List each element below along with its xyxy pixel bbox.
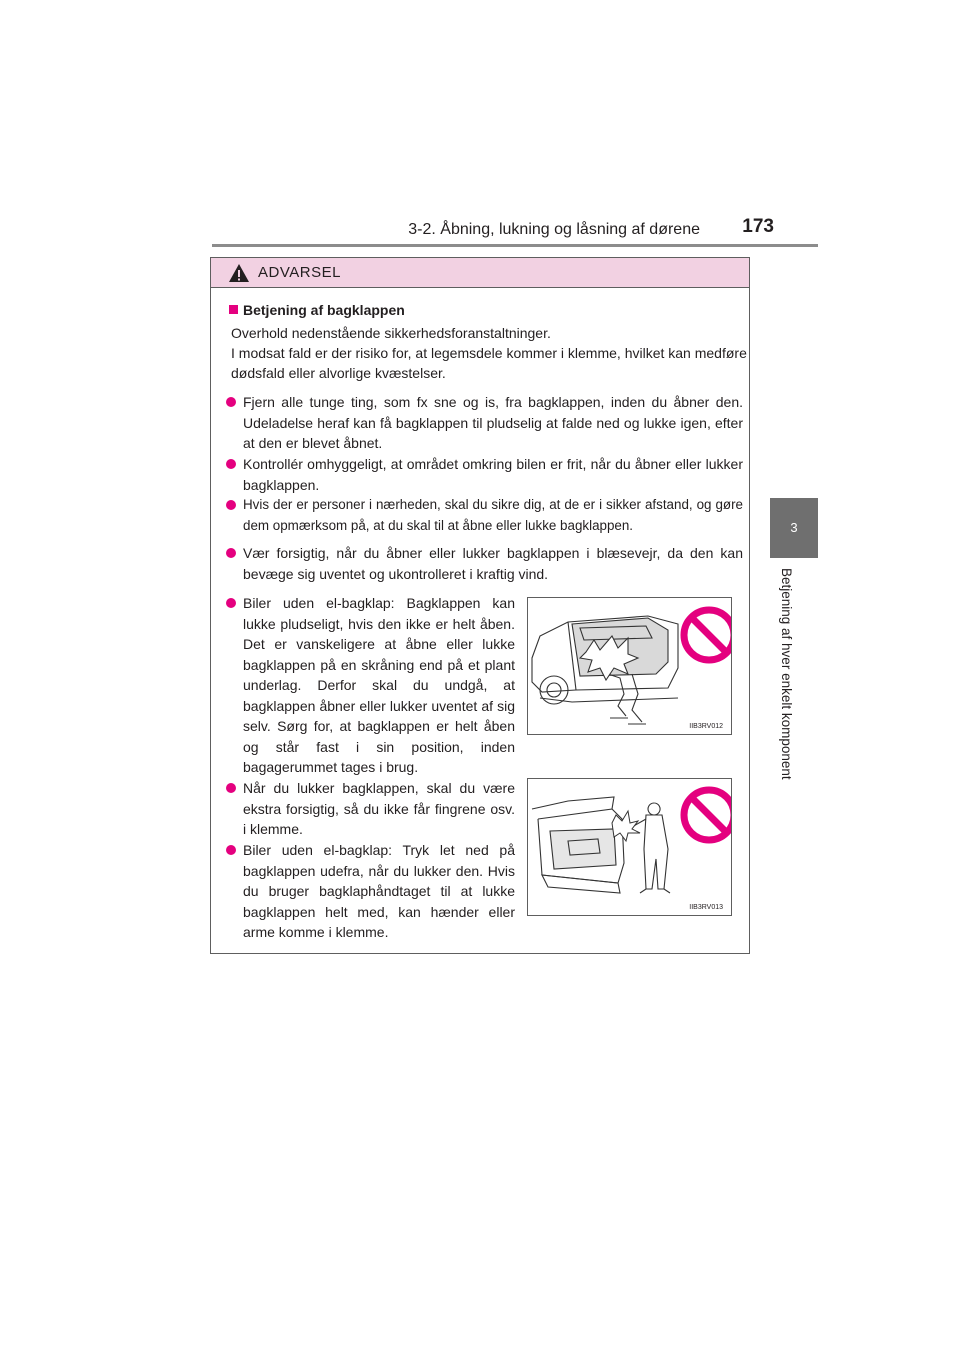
warning-triangle-icon [228, 263, 250, 283]
chapter-side-title-text: Betjening af hver enkelt komponent [779, 568, 794, 780]
fingers-caught-illustration [528, 779, 731, 915]
bullet-dot-icon [226, 548, 236, 558]
bullet-text: Vær forsigtig, når du åbner eller lukker bagklappen i blæsevejr, da den kan bevæge sig uventet og ukontrolleret i kraftig vind. [243, 545, 743, 582]
bullet-dot-icon [226, 397, 236, 407]
bullet-dot-icon [226, 845, 236, 855]
intro-text: Overhold nedenstående sikkerhedsforanstaltninger. I modsat fald er der risiko for, at legemsdele kommer i klemme, hvilket kan medføre dødsfald eller alvorlige kvæstelser. [231, 325, 747, 381]
bullet-text: Hvis der er personer i nærheden, skal du sikre dig, at de er i sikker afstand, og gøre dem opmærksom på, at du skal til at åbne eller lukke bagklappen. [243, 497, 743, 533]
figure-fingers-caught [527, 778, 732, 916]
header-rule [212, 244, 818, 247]
section-title [229, 302, 405, 318]
chapter-header-title: 3-2. Åbning, lukning og låsning af dørene [408, 221, 700, 238]
warning-label: ADVARSEL [258, 264, 341, 281]
chapter-tab: 3 [770, 498, 818, 558]
bullet-text: Kontrollér omhyggeligt, at området omkring bilen er frit, når du åbner eller lukker bagklappen. [243, 456, 743, 493]
bullet-dot-icon [226, 459, 236, 469]
warning-box [210, 257, 750, 954]
warning-header [211, 258, 749, 288]
bullet-dot-icon [226, 598, 236, 608]
figure-code: IIB3RV013 [689, 904, 723, 911]
section-title-text: Betjening af bagklappen [243, 302, 405, 318]
figure-code: IIB3RV012 [689, 723, 723, 730]
bullet-text: Når du lukker bagklappen, skal du være ekstra forsigtig, så du ikke får fingrene osv. i klemme. [243, 780, 515, 837]
section-square-icon [229, 305, 238, 314]
tailgate-falling-illustration [528, 598, 731, 734]
bullet-text: Biler uden el-bagklap: Tryk let ned på bagklappen udefra, når du lukker den. Hvis du bruger bagklaphåndtaget til at lukke bagklappen helt med, kan hænder eller arme komme i klemme. [243, 842, 515, 940]
bullet-text: Fjern alle tunge ting, som fx sne og is, fra bagklappen, inden du åbner den. Udeladelse heraf kan få bagklappen til pludselig at falde ned og lukke igen, efter at den er blevet åbnet. [243, 394, 743, 451]
page-number: 173 [742, 216, 774, 237]
bullet-text: Biler uden el-bagklap: Bagklappen kan lukke pludseligt, hvis den ikke er helt åben. Det er vanskeligere at åbne eller lukke bagklappen på en skråning end på et plant underlag. Derfor skal du undgå, at bagklappen åbner eller lukker uventet af sig selv. Sørg for, at bagklappen er helt åben og står fast i sin position, inden bagagerummet tages i brug. [243, 595, 515, 775]
bullet-dot-icon [226, 783, 236, 793]
bullet-dot-icon [226, 500, 236, 510]
figure-tailgate-falling [527, 597, 732, 735]
